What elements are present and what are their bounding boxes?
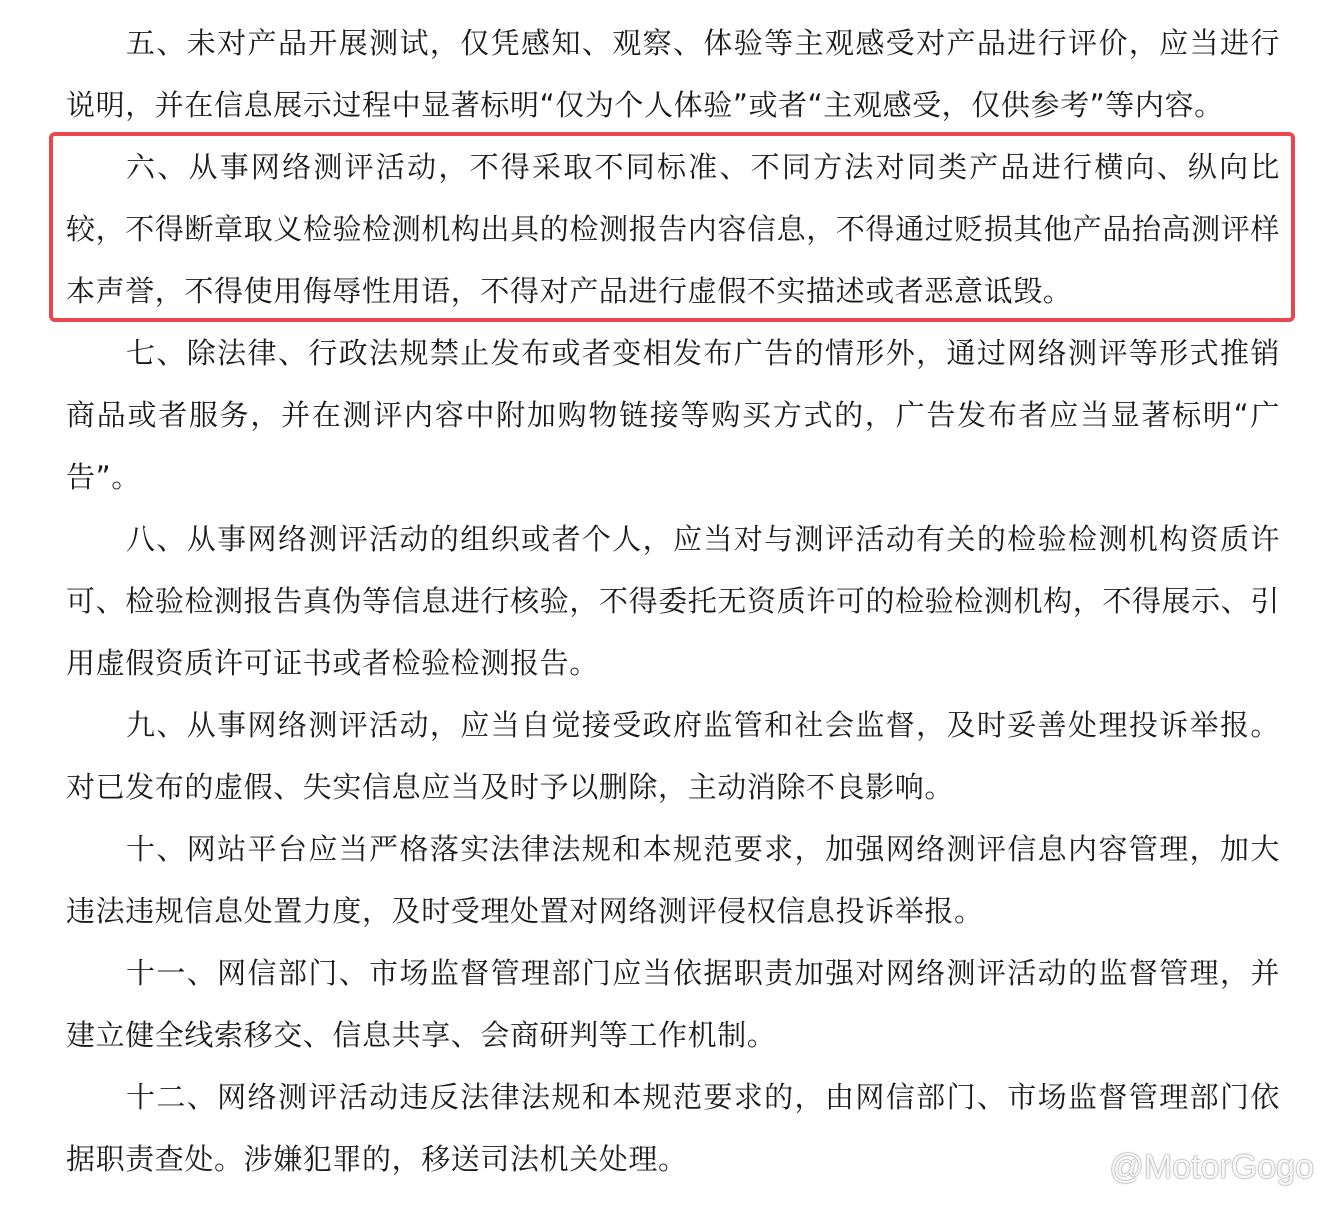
paragraph-5: 五、未对产品开展测试，仅凭感知、观察、体验等主观感受对产品进行评价，应当进行说明，并在信息展示过程中显著标明“仅为个人体验”或者“主观感受，仅供参考”等内容。 [66,26,1280,122]
paragraph-9: 九、从事网络测评活动，应当自觉接受政府监管和社会监督，及时妥善处理投诉举报。对已发布的虚假、失实信息应当及时予以删除，主动消除不良影响。 [66,708,1280,804]
paragraph-11: 十一、网信部门、市场监督管理部门应当依据职责加强对网络测评活动的监督管理，并建立健全线索移交、信息共享、会商研判等工作机制。 [66,956,1280,1052]
red-highlight-box [49,132,1295,322]
watermark [1049,1141,1314,1194]
paragraph-8: 八、从事网络测评活动的组织或者个人，应当对与测评活动有关的检验检测机构资质许可、检验检测报告真伪等信息进行核验，不得委托无资质许可的检验检测机构，不得展示、引用虚假资质许可证书或者检验检测报告。 [66,522,1280,680]
paragraph-6-highlighted: 六、从事网络测评活动，不得采取不同标准、不同方法对同类产品进行横向、纵向比较，不得断章取义检验检测机构出具的检测报告内容信息，不得通过贬损其他产品抬高测评样本声誉，不得使用侮辱性用语，不得对产品进行虚假不实描述或者恶意诋毁。 [66,150,1280,308]
paragraph-7: 七、除法律、行政法规禁止发布或者变相发布广告的情形外，通过网络测评等形式推销商品或者服务，并在测评内容中附加购物链接等购买方式的，广告发布者应当显著标明“广告”。 [66,336,1280,494]
paragraph-10: 十、网站平台应当严格落实法律法规和本规范要求，加强网络测评信息内容管理，加大违法违规信息处置力度，及时受理处置对网络测评侵权信息投诉举报。 [66,832,1280,928]
paragraph-12: 十二、网络测评活动违反法律法规和本规范要求的，由网信部门、市场监督管理部门依据职责查处。涉嫌犯罪的，移送司法机关处理。 [66,1080,1280,1176]
watermark-text: @MotorGogo [1109,1148,1314,1186]
weibo-icon [1049,1141,1103,1194]
